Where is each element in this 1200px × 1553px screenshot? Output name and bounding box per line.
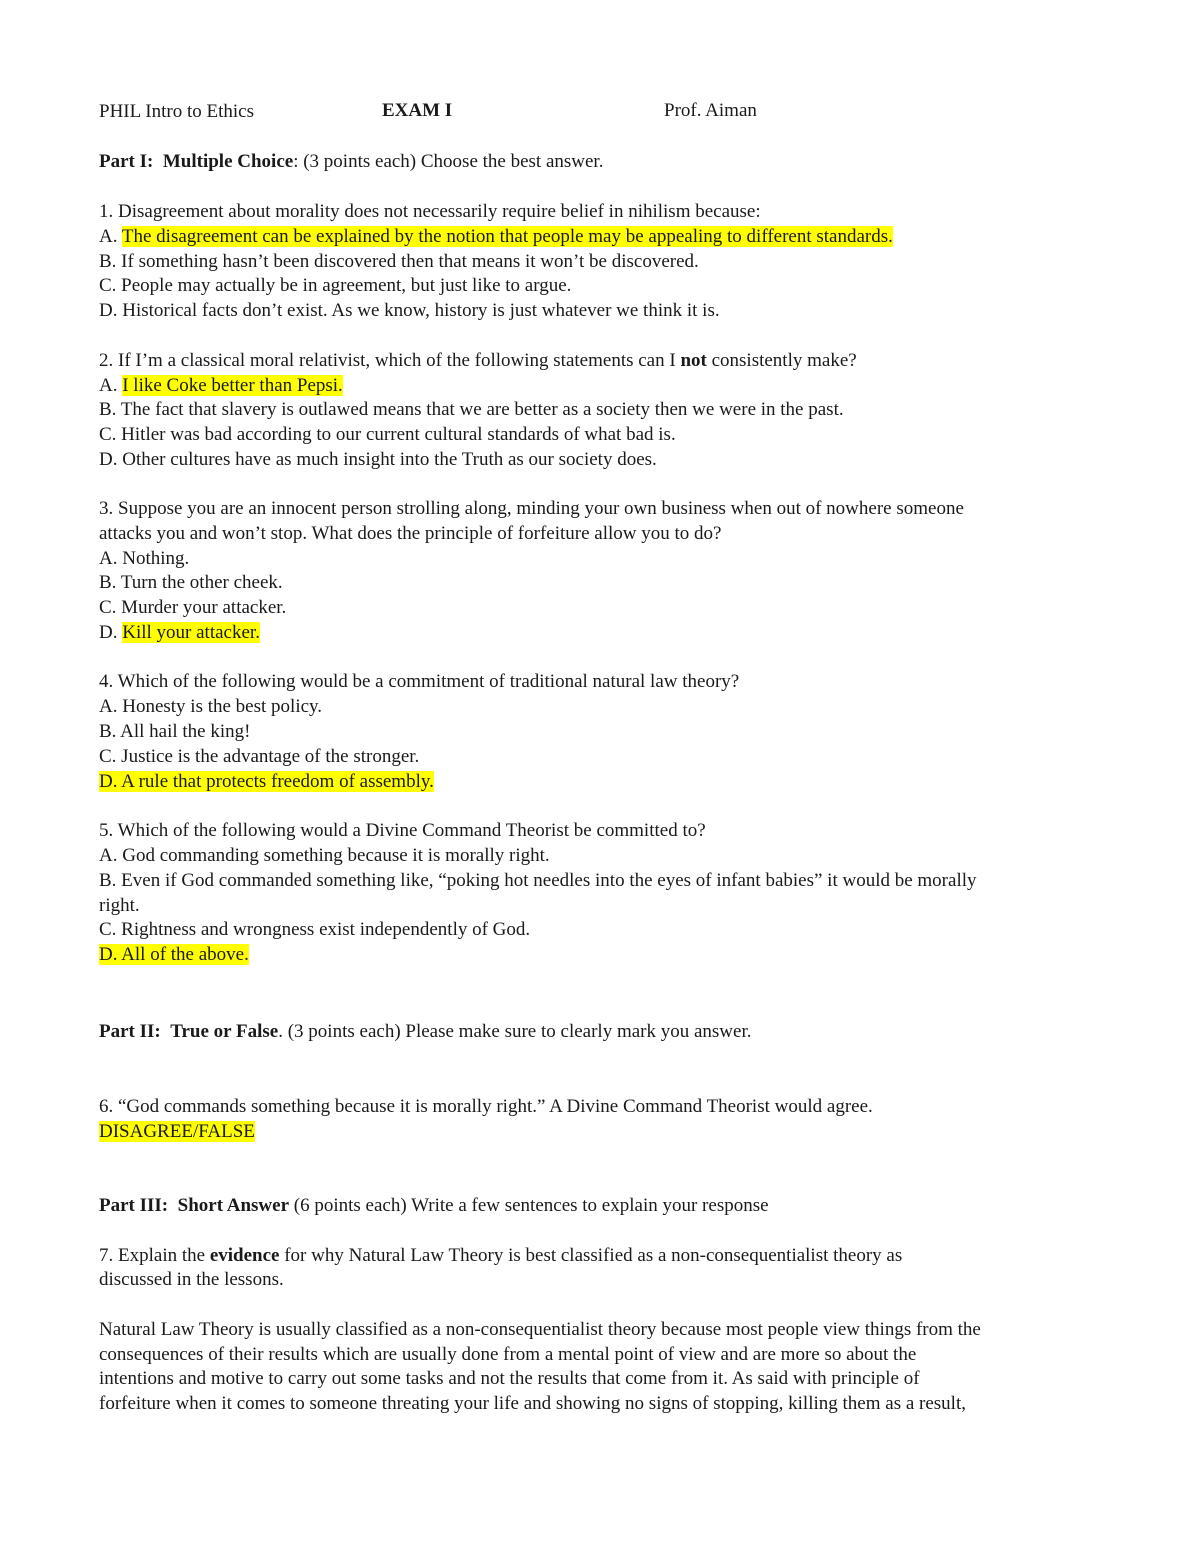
q4-option-d-highlighted: D. A rule that protects freedom of assembly. [99,771,434,792]
q2-stem [99,349,857,373]
q2-stem-bold: not [680,350,707,371]
q5-option-b-line2: right. [99,895,140,916]
q7-stem-end: for why Natural Law Theory is best classified as a non-consequentialist theory as [279,1245,903,1266]
q1-option-b: B. If something hasn’t been discovered then that means it won’t be discovered. [99,251,699,272]
q2-stem-end: consistently make? [706,350,857,371]
q5-stem: 5. Which of the following would a Divine Command Theorist be committed to? [99,820,706,841]
professor-name: Prof. Aiman [664,100,757,121]
q3-option-d [99,621,260,645]
q2-option-a-letter: A. [99,375,123,396]
q1-option-a-letter: A. [99,226,122,247]
q3-stem-line2: attacks you and won’t stop. What does the principle of forfeiture allow you to do? [99,523,722,544]
exam-title: EXAM I [382,100,453,121]
q7-stem-line2: discussed in the lessons. [99,1269,284,1290]
q1-option-a-highlighted: The disagreement can be explained by the notion that people may be appealing to different standards. [121,226,893,247]
part1-heading [99,150,603,174]
q6-answer-highlighted: DISAGREE/FALSE [99,1121,255,1142]
q3-stem-line1: 3. Suppose you are an innocent person strolling along, minding your own business when out of nowhere someone [99,498,964,519]
q5-option-c: C. Rightness and wrongness exist independently of God. [99,919,531,940]
part2-name: True or False [170,1021,279,1042]
part3-instructions: (6 points each) Write a few sentences to explain your response [289,1195,769,1216]
q6-stem: 6. “God commands something because it is morally right.” A Divine Command Theorist would agree. [99,1096,873,1117]
q1-option-a [99,225,893,249]
q2-option-a-highlighted: I like Coke better than Pepsi. [122,375,343,396]
q3-option-d-highlighted: Kill your attacker. [122,622,260,643]
q3-option-a: A. Nothing. [99,548,190,569]
course-name: PHIL Intro to Ethics [99,101,254,122]
part2-label: Part II: [99,1021,161,1042]
part3-label: Part III: [99,1195,169,1216]
q7-answer-line: intentions and motive to carry out some tasks and not the results that come from it. As said with principle of [99,1368,920,1389]
q2-option-c: C. Hitler was bad according to our current cultural standards of what bad is. [99,424,676,445]
q5-option-d-highlighted: D. All of the above. [99,944,249,965]
q5-option-d [99,943,249,967]
q6-answer [99,1120,255,1144]
part1-name: Multiple Choice [162,151,294,172]
q7-answer-line: Natural Law Theory is usually classified as a non-consequentialist theory because most people view things from the [99,1319,981,1340]
q2-option-b: B. The fact that slavery is outlawed means that we are better as a society then we were in the past. [99,399,844,420]
q2-stem-start: 2. If I’m a classical moral relativist, which of the following statements can I [99,350,681,371]
q7-answer-line: consequences of their results which are usually done from a mental point of view and are more so about the [99,1344,917,1365]
q7-answer-line: forfeiture when it comes to someone threating your life and showing no signs of stopping, killing them as a result, [99,1393,966,1414]
q1-stem: 1. Disagreement about morality does not necessarily require belief in nihilism because: [99,201,761,222]
q1-option-d: D. Historical facts don’t exist. As we know, history is just whatever we think it is. [99,300,720,321]
part1-instructions: : (3 points each) Choose the best answer. [293,151,604,172]
q4-stem: 4. Which of the following would be a commitment of traditional natural law theory? [99,671,740,692]
q5-option-b-line1: B. Even if God commanded something like, “poking hot needles into the eyes of infant babies” it would be morally [99,870,977,891]
q5-option-a: A. God commanding something because it is morally right. [99,845,550,866]
q2-option-a [99,374,343,398]
q2-option-d: D. Other cultures have as much insight into the Truth as our society does. [99,449,657,470]
part3-heading [99,1194,769,1218]
part1-label: Part I: [99,151,154,172]
q3-option-b: B. Turn the other cheek. [99,572,283,593]
q4-option-d [99,770,434,794]
q3-option-c: C. Murder your attacker. [99,597,287,618]
q4-option-a: A. Honesty is the best policy. [99,696,323,717]
q7-stem-bold: evidence [209,1245,280,1266]
q3-option-d-letter: D. [99,622,123,643]
q1-option-c: C. People may actually be in agreement, but just like to argue. [99,275,572,296]
part2-heading [99,1020,752,1044]
q7-stem-start: 7. Explain the [99,1245,210,1266]
q7-stem-line1 [99,1244,902,1268]
part3-name: Short Answer [177,1195,290,1216]
part2-instructions: . (3 points each) Please make sure to clearly mark you answer. [278,1021,752,1042]
q4-option-b: B. All hail the king! [99,721,251,742]
q4-option-c: C. Justice is the advantage of the stronger. [99,746,420,767]
